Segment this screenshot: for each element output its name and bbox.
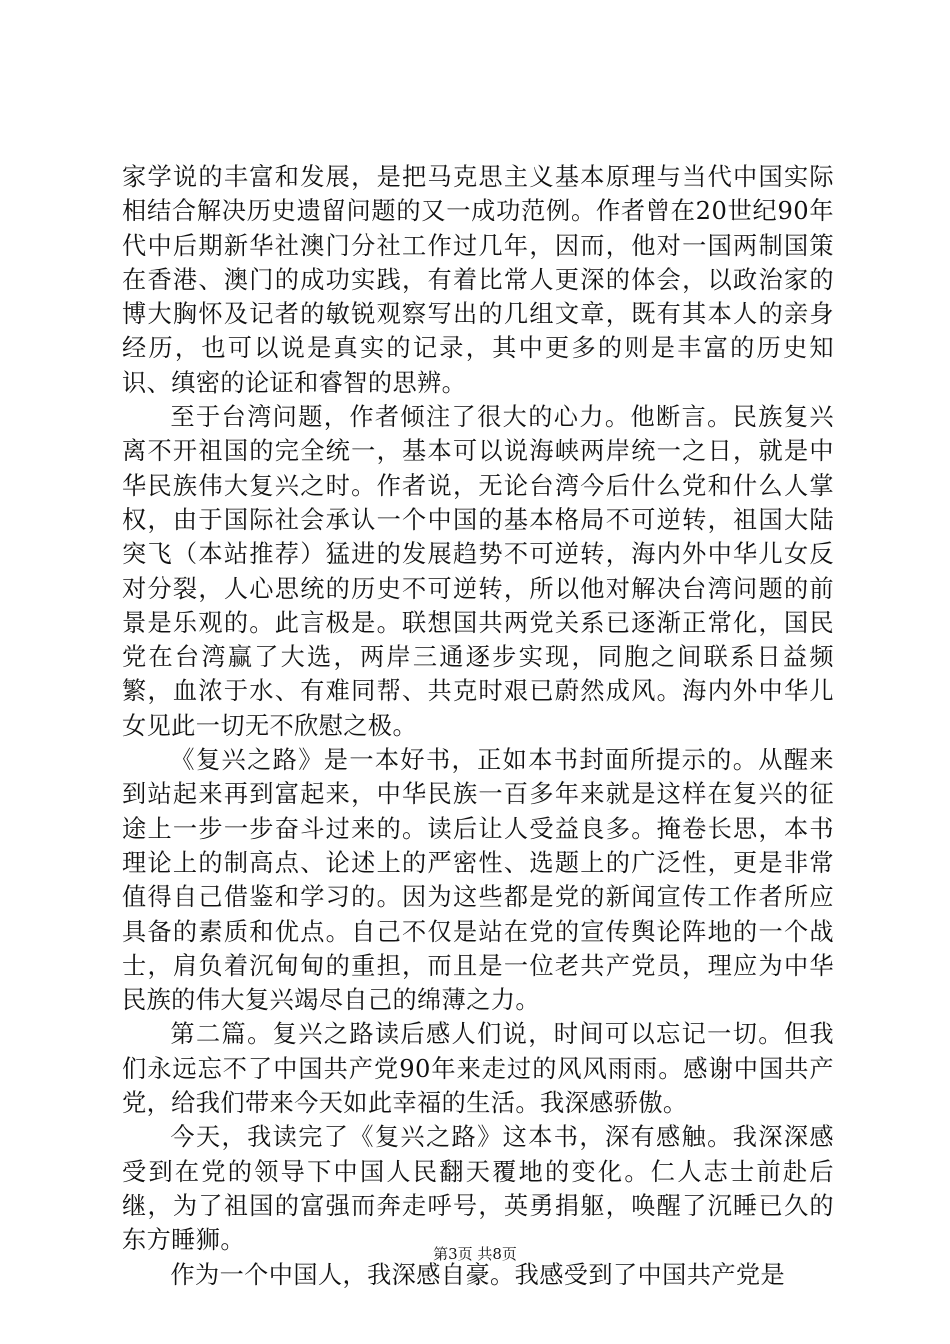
paragraph-2: 至于台湾问题，作者倾注了很大的心力。他断言。民族复兴离不开祖国的完全统一，基本可以说海峡两岸统一之日，就是中华民族伟大复兴之时。作者说，无论台湾今后什么党和什么人掌权，由于国际社会承认一个中国的基本格局不可逆转，祖国大陆突飞（本站推荐）猛进的发展趋势不可逆转，海内外中华儿女反对分裂，人心思统的历史不可逆转，所以他对解决台湾问题的前景是乐观的。此言极是。联想国共两党关系已逐渐正常化，国民党在台湾赢了大选，两岸三通逐步实现，同胞之间联系日益频繁，血浓于水、有难同帮、共克时艰已蔚然成风。海内外中华儿女见此一切无不欣慰之极。 <box>122 403 834 740</box>
paragraph-1: 家学说的丰富和发展，是把马克思主义基本原理与当代中国实际相结合解决历史遗留问题的又一成功范例。作者曾在20世纪90年代中后期新华社澳门分社工作过几年，因而，他对一国两制国策在香港、澳门的成功实践，有着比常人更深的体会，以政治家的博大胸怀及记者的敏锐观察写出的几组文章，既有其本人的亲身经历，也可以说是真实的记录，其中更多的则是丰富的历史知识、缜密的论证和睿智的思辨。 <box>122 163 834 397</box>
paragraph-5: 今天，我读完了《复兴之路》这本书，深有感触。我深深感受到在党的领导下中国人民翻天覆地的变化。仁人志士前赴后继，为了祖国的富强而奔走呼号，英勇捐躯，唤醒了沉睡已久的东方睡狮。 <box>122 1123 834 1255</box>
paragraph-3: 《复兴之路》是一本好书，正如本书封面所提示的。从醒来到站起来再到富起来，中华民族一百多年来就是这样在复兴的征途上一步一步奋斗过来的。读后让人受益良多。掩卷长思，本书理论上的制高点、论述上的严密性、选题上的广泛性，更是非常值得自己借鉴和学习的。因为这些都是党的新闻宣传工作者所应具备的素质和优点。自己不仅是站在党的宣传舆论阵地的一个战士，肩负着沉甸甸的重担，而且是一位老共产党员，理应为中华民族的伟大复兴竭尽自己的绵薄之力。 <box>122 746 834 1015</box>
body-text <box>122 160 834 1292</box>
paragraph-6: 作为一个中国人，我深感自豪。我感受到了中国共产党是 <box>170 1260 786 1289</box>
page-number-footer: 第3页 共8页 <box>433 1245 517 1263</box>
paragraph-4: 第二篇。复兴之路读后感人们说，时间可以忘记一切。但我们永远忘不了中国共产党90年来走过的风风雨雨。感谢中国共产党，给我们带来今天如此幸福的生活。我深感骄傲。 <box>122 1020 834 1118</box>
